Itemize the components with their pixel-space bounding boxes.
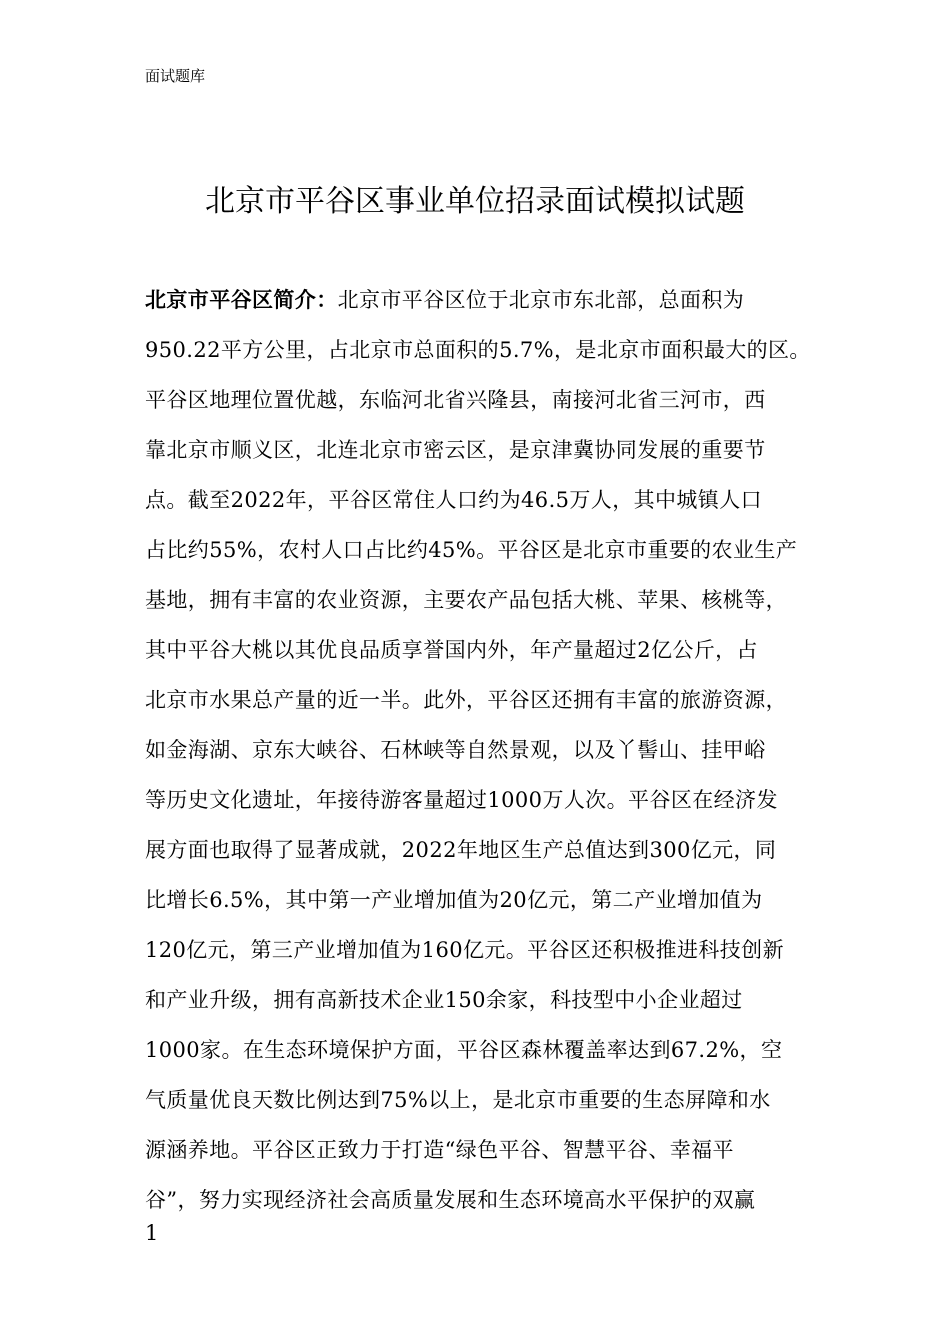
paragraph-line: 和产业升级，拥有高新技术企业150余家，科技型中小企业超过: [145, 988, 743, 1012]
paragraph-line: 北京市水果总产量的近一半。此外，平谷区还拥有丰富的旅游资源，: [145, 688, 787, 712]
paragraph-line: 展方面也取得了显著成就，2022年地区生产总值达到300亿元，同: [145, 838, 777, 862]
paragraph-line: 占比约55%，农村人口占比约45%。平谷区是北京市重要的农业生产: [145, 538, 798, 562]
paragraph-line: 气质量优良天数比例达到75%以上，是北京市重要的生态屏障和水: [145, 1088, 771, 1112]
paragraph-line: 如金海湖、京东大峡谷、石林峡等自然景观，以及丫髻山、挂甲峪: [145, 738, 766, 762]
document-title: 北京市平谷区事业单位招录面试模拟试题: [205, 184, 745, 219]
paragraph-line: 950.22平方公里，占北京市总面积的5.7%，是北京市面积最大的区。: [145, 338, 811, 362]
paragraph-line: 谷”，努力实现经济社会高质量发展和生态环境高水平保护的双赢: [145, 1188, 756, 1212]
paragraph-line: 等历史文化遗址，年接待游客量超过1000万人次。平谷区在经济发: [145, 788, 778, 812]
running-header: 面试题库: [145, 67, 206, 85]
paragraph-line: 比增长6.5%，其中第一产业增加值为20亿元，第二产业增加值为: [145, 888, 763, 912]
paragraph-line: [145, 280, 810, 330]
paragraph-line: 基地，拥有丰富的农业资源，主要农产品包括大桃、苹果、核桃等，: [145, 588, 787, 612]
paragraph-line: 1000家。在生态环境保护方面，平谷区森林覆盖率达到67.2%，空: [145, 1038, 783, 1062]
paragraph-line: 点。截至2022年，平谷区常住人口约为46.5万人，其中城镇人口: [145, 488, 762, 512]
paragraph-line: 其中平谷大桃以其优良品质享誉国内外，年产量超过2亿公斤，占: [145, 638, 758, 662]
intro-lead: 北京市平谷区简介：: [145, 288, 338, 312]
paragraph-line: 靠北京市顺义区，北连北京市密云区，是京津冀协同发展的重要节: [145, 438, 766, 462]
paragraph-line: 平谷区地理位置优越，东临河北省兴隆县，南接河北省三河市，西: [145, 388, 766, 412]
paragraph-line: 120亿元，第三产业增加值为160亿元。平谷区还积极推进科技创新: [145, 938, 784, 962]
intro-paragraph: [145, 280, 810, 1230]
page-number: 1: [145, 1221, 159, 1245]
paragraph-line: 源涵养地。平谷区正致力于打造“绿色平谷、智慧平谷、幸福平: [145, 1138, 734, 1162]
paragraph-line-text: 北京市平谷区位于北京市东北部，总面积为: [337, 288, 745, 312]
